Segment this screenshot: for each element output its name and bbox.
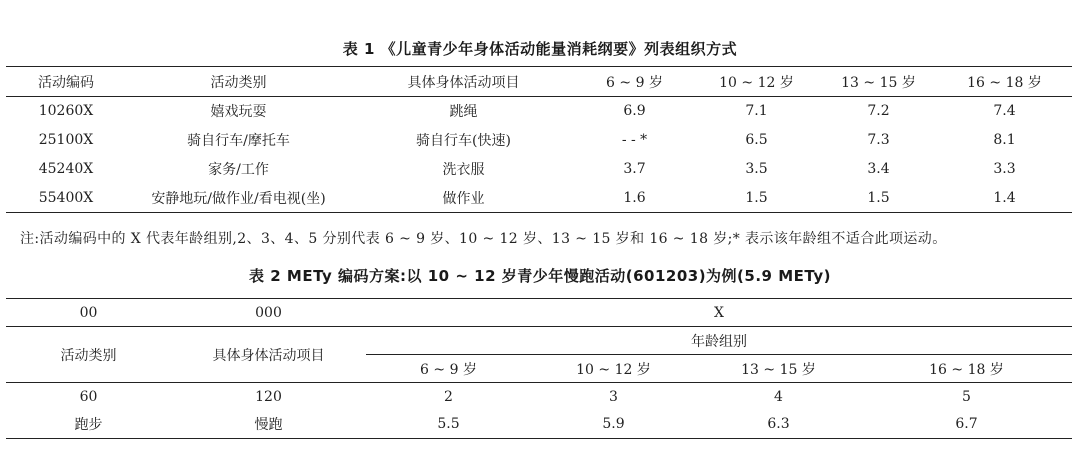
- table-cell: X: [366, 299, 1072, 327]
- table-cell: 3.5: [745, 161, 768, 177]
- table2-header-cell: 具体身体活动项目: [171, 327, 366, 383]
- table-cell: 8.1: [993, 132, 1016, 148]
- table-cell: 跳绳: [449, 104, 478, 121]
- table2-header-cell: 活动类别: [6, 327, 171, 383]
- table2-header-cell: 16 ~ 18 岁: [861, 355, 1072, 383]
- table-cell: 5.9: [602, 416, 625, 433]
- table-cell: 骑自行车(快速): [416, 133, 511, 149]
- table1-header-cell: 10 ~ 12 岁: [693, 67, 820, 97]
- table-row: [6, 155, 1072, 184]
- table1-header-cell: 活动类别: [126, 67, 351, 97]
- table-cell: 45240X: [38, 161, 94, 177]
- table-cell: 2: [444, 388, 453, 405]
- table-cell: 1.6: [623, 189, 646, 206]
- table-cell: 000: [171, 299, 366, 327]
- table-cell: 25100X: [38, 132, 94, 148]
- table-row: [6, 126, 1072, 155]
- table1-header-cell: 13 ~ 15 岁: [820, 67, 937, 97]
- table2-code-row: [6, 299, 1072, 327]
- table-cell: 洗衣服: [442, 162, 485, 178]
- table1-header-cell: 16 ~ 18 岁: [937, 67, 1072, 97]
- table-cell: 7.2: [867, 103, 890, 120]
- table1-header-cell: 6 ~ 9 岁: [576, 67, 693, 97]
- table-cell: 10260X: [38, 103, 94, 120]
- table-cell: 做作业: [442, 190, 485, 207]
- table-cell: 6.3: [767, 416, 790, 433]
- table-cell: 嬉戏玩耍: [210, 104, 267, 121]
- table-cell: 家务/工作: [208, 162, 269, 178]
- table-cell: 5: [962, 388, 971, 405]
- table2-header-cell: 10 ~ 12 岁: [531, 355, 696, 383]
- table-cell: 1.5: [745, 189, 768, 206]
- table-cell: 7.3: [867, 132, 890, 148]
- table-row: [6, 184, 1072, 213]
- table-cell: - - *: [621, 132, 648, 148]
- table-cell: 3.4: [867, 161, 890, 177]
- table1-header-row: [6, 67, 1072, 97]
- table2: [6, 298, 1072, 439]
- table-cell: 3.3: [993, 161, 1016, 177]
- table-cell: 跑步: [74, 417, 103, 434]
- table-row: [6, 383, 1072, 411]
- table-cell: 安静地玩/做作业/看电视(坐): [151, 190, 326, 207]
- table-cell: 6.7: [955, 416, 978, 433]
- table2-header-cell: 年龄组别: [366, 327, 1072, 355]
- table-cell: 3: [609, 388, 618, 405]
- table-cell: 1.5: [867, 189, 890, 206]
- table-cell: 3.7: [623, 161, 646, 177]
- table2-header-cell: 6 ~ 9 岁: [366, 355, 531, 383]
- table-cell: 00: [6, 299, 171, 327]
- table2-caption: 表 2 METy 编码方案:以 10 ~ 12 岁青少年慢跑活动(601203)为例(5.9 METy): [249, 267, 831, 285]
- table-cell: 6.5: [745, 132, 768, 148]
- table-cell: 骑自行车/摩托车: [187, 133, 290, 149]
- table-cell: 7.4: [993, 103, 1016, 120]
- table-cell: 6.9: [623, 103, 646, 120]
- table-cell: 120: [255, 388, 282, 405]
- table1-caption: 表 1 《儿童青少年身体活动能量消耗纲要》列表组织方式: [342, 40, 738, 58]
- table-cell: 7.1: [745, 103, 768, 120]
- table2-header-cell: 13 ~ 15 岁: [696, 355, 861, 383]
- table1: [6, 66, 1072, 213]
- table-cell: 1.4: [993, 189, 1016, 206]
- table-cell: 60: [79, 388, 98, 405]
- table1-note: 注:活动编码中的 X 代表年龄组别,2、3、4、5 分别代表 6 ~ 9 岁、10 ~ 12 岁、13 ~ 15 岁和 16 ~ 18 岁;* 表示该年龄组不适合此项运动。: [20, 231, 947, 247]
- table1-header-cell: 活动编码: [6, 67, 126, 97]
- table-row: [6, 411, 1072, 439]
- table-cell: 4: [774, 388, 783, 405]
- table-row: [6, 97, 1072, 126]
- table2-header-row: [6, 327, 1072, 355]
- table-cell: 慢跑: [254, 417, 283, 434]
- table-cell: 5.5: [437, 416, 460, 433]
- table-cell: 55400X: [38, 189, 94, 206]
- table1-header-cell: 具体身体活动项目: [351, 67, 576, 97]
